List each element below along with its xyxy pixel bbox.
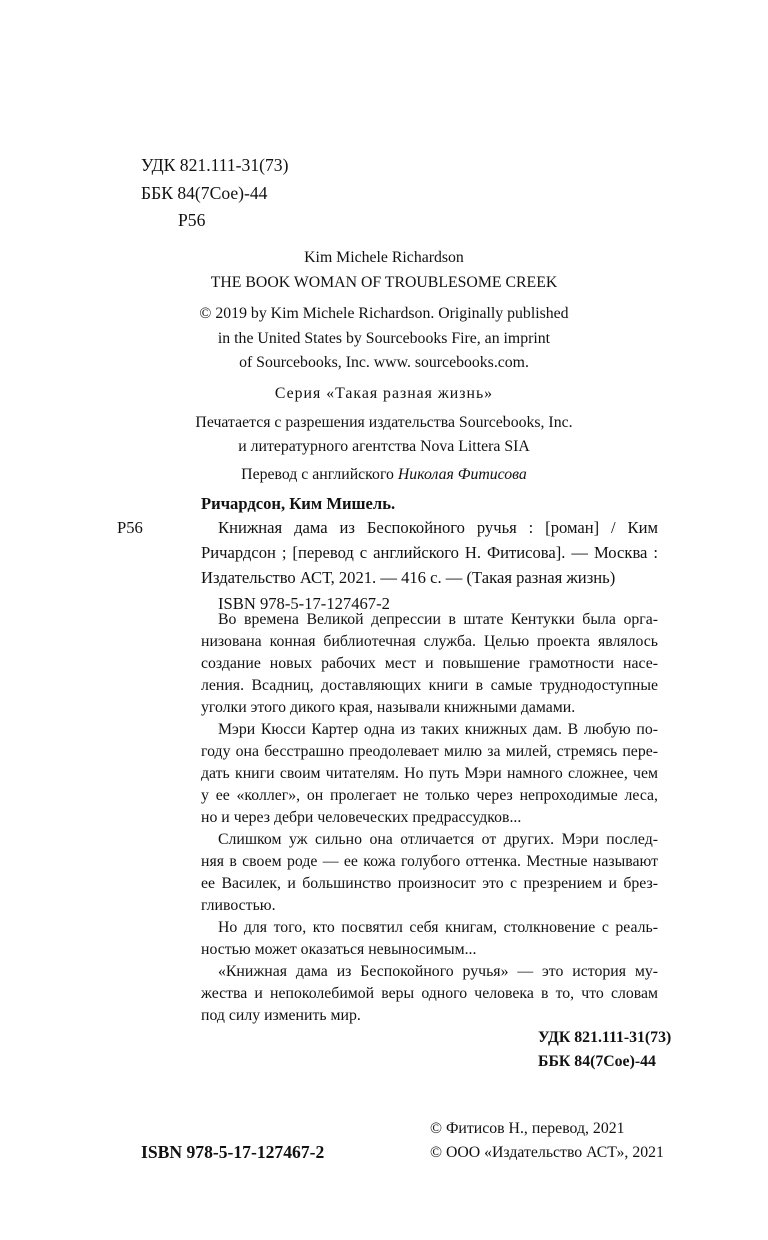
permission-line: и литературного агентства Nova Littera SIA bbox=[238, 438, 530, 455]
copyright-publisher: © ООО «Издательство АСТ», 2021 bbox=[430, 1144, 664, 1161]
annotation-line: Но для того, кто посвятил себя книгам, столкновение с реаль- bbox=[218, 919, 658, 936]
annotation-line: создание новых рабочих мест и повышение грамотности насе- bbox=[201, 655, 658, 672]
annotation-line: гливостью. bbox=[201, 897, 276, 914]
bottom-udk-code: УДК 821.111-31(73) bbox=[538, 1029, 672, 1046]
udk-code: УДК 821.111-31(73) bbox=[141, 155, 289, 175]
annotation-line: у ее «коллег», он пролегает не только через непроходимые леса, bbox=[201, 787, 658, 804]
original-copyright-line: © 2019 by Kim Michele Richardson. Originally published bbox=[199, 305, 569, 322]
catalog-description-line: Ричардсон ; [перевод с английского Н. Фитисова]. — Москва : bbox=[201, 543, 658, 562]
series-name: Серия «Такая разная жизнь» bbox=[274, 385, 494, 402]
original-author: Kim Michele Richardson bbox=[304, 249, 464, 266]
original-copyright-line: of Sourcebooks, Inc. www. sourcebooks.com. bbox=[239, 354, 529, 371]
annotation-line: ее Василек, и большинство произносит это с презрением и брез- bbox=[201, 875, 658, 892]
translation-credit bbox=[0, 467, 768, 483]
annotation-line: уголки этого дикого края, называли книжными дамами. bbox=[201, 699, 576, 716]
copyright-translation: © Фитисов Н., перевод, 2021 bbox=[430, 1120, 625, 1137]
isbn-footer: ISBN 978-5-17-127467-2 bbox=[141, 1142, 325, 1162]
catalog-sign: Р56 bbox=[117, 518, 143, 537]
annotation-line: но и через дебри человеческих предрассудков... bbox=[201, 809, 522, 826]
annotation-line: Слишком уж сильно она отличается от других. Мэри послед‑ bbox=[218, 831, 658, 848]
bottom-bbk-code: ББК 84(7Сое)-44 bbox=[538, 1053, 656, 1070]
annotation-line: ностью может оказаться невыносимым... bbox=[201, 941, 477, 958]
annotation-line: няя в своем роде — ее кожа голубого оттенка. Местные называют bbox=[201, 853, 658, 870]
bbk-code: ББК 84(7Сое)-44 bbox=[141, 183, 268, 203]
annotation-line: под силу изменить мир. bbox=[201, 1007, 361, 1024]
original-title: THE BOOK WOMAN OF TROUBLESOME CREEK bbox=[210, 274, 558, 291]
catalog-heading: Ричардсон, Ким Мишель. bbox=[201, 494, 396, 513]
catalog-description-line: Издательство АСТ, 2021. — 416 с. — (Такая разная жизнь) bbox=[201, 568, 616, 587]
original-copyright-line: in the United States by Sourcebooks Fire, an imprint bbox=[217, 330, 551, 347]
annotation-line: «Книжная дама из Беспокойного ручья» — это история му- bbox=[218, 963, 658, 980]
translator-name: Николая Фитисова bbox=[397, 466, 527, 483]
catalog-description-line: Книжная дама из Беспокойного ручья : [роман] / Ким bbox=[218, 518, 658, 537]
annotation-line: Мэри Кюсси Картер одна из таких книжных дам. В любую по- bbox=[218, 721, 658, 738]
annotation-line: жества и непоколебимой веры одного человека в то, что словам bbox=[201, 985, 658, 1002]
annotation-line: ления. Всадниц, доставляющих книги в самые труднодоступные bbox=[201, 677, 658, 694]
translation-prefix: Перевод с английского bbox=[241, 466, 394, 483]
annotation-line: дать книги своим читателям. Но путь Мэри намного сложнее, чем bbox=[201, 765, 658, 782]
author-sign: Р56 bbox=[178, 210, 206, 230]
annotation-line: Во времена Великой депрессии в штате Кентукки была орга- bbox=[218, 611, 658, 628]
annotation-line: низована конная библиотечная служба. Целью проекта являлось bbox=[201, 633, 658, 650]
catalog-isbn: ISBN 978-5-17-127467-2 bbox=[218, 594, 390, 613]
annotation-line: году она бесстрашно преодолевает милю за милей, стремясь пере- bbox=[201, 743, 658, 760]
permission-line: Печатается с разрешения издательства Sourcebooks, Inc. bbox=[195, 414, 573, 431]
